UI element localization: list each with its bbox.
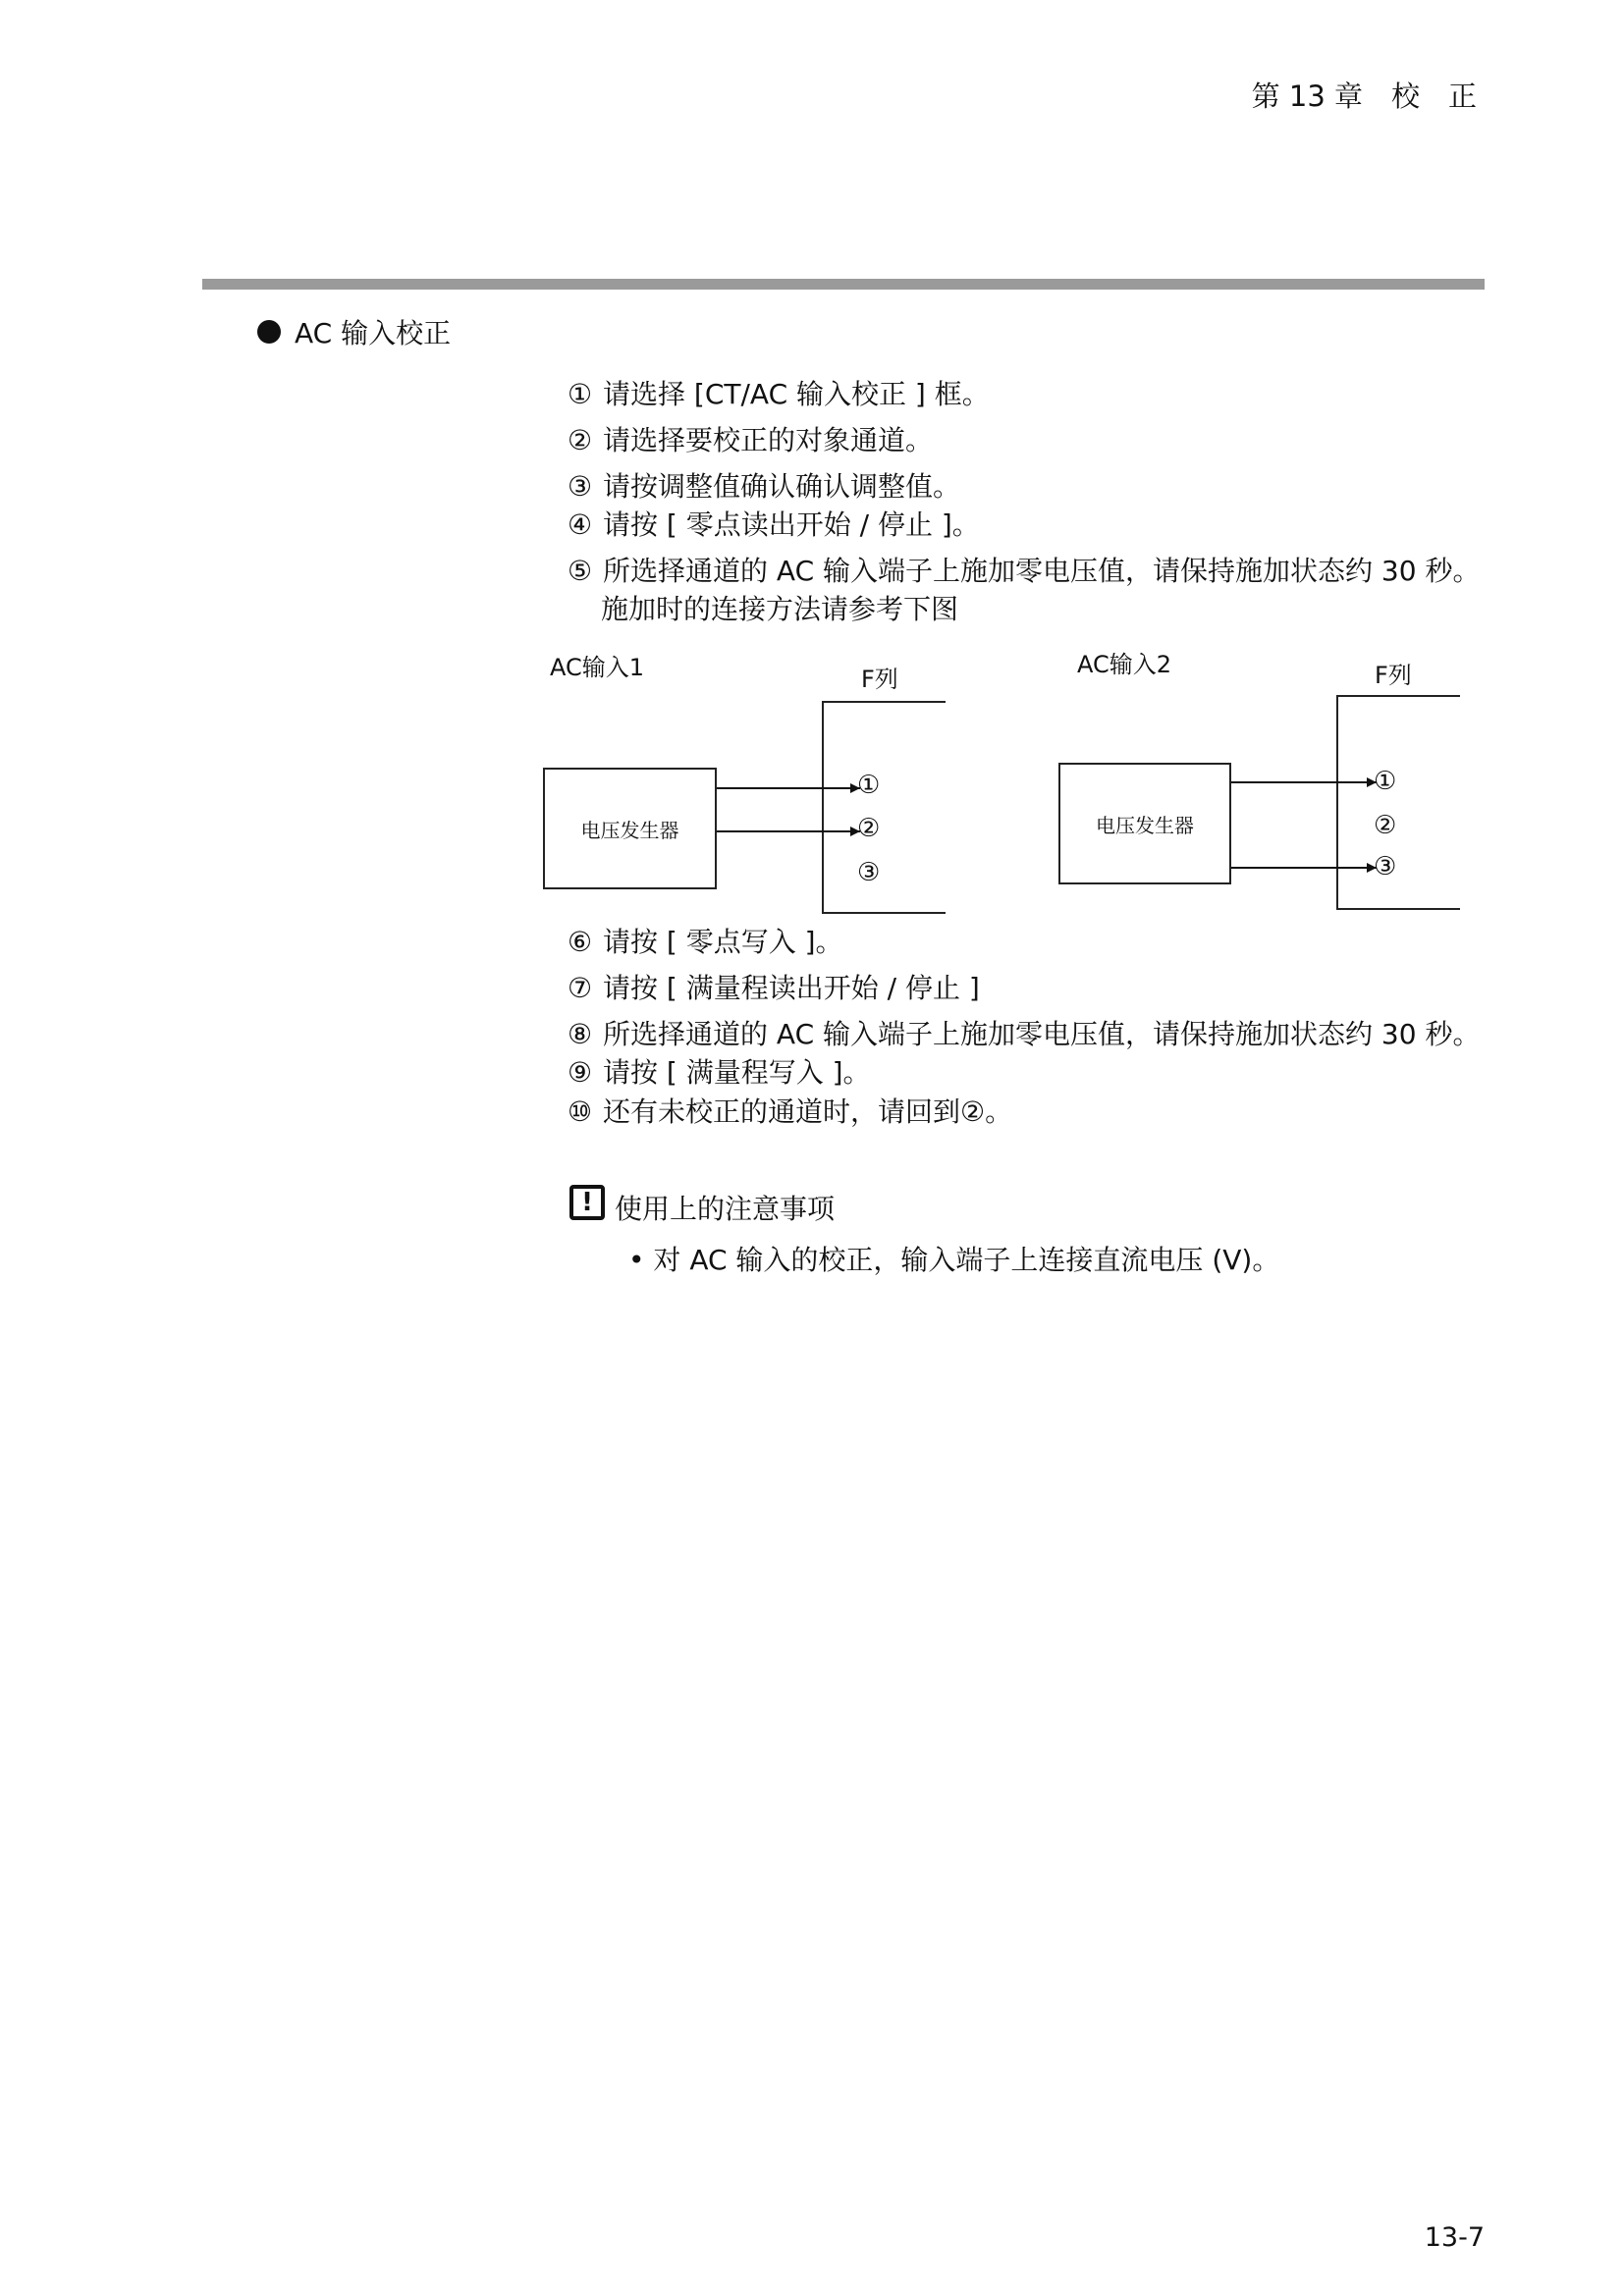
step-text: 请按 [ 满量程写入 ]。 <box>603 1056 871 1089</box>
chapter-title: 第 13 章 校 正 <box>1251 80 1477 113</box>
step-number: ④ <box>568 508 593 541</box>
terminal-block-outline <box>823 702 946 913</box>
step-6 <box>568 926 843 959</box>
terminal-block-outline <box>1337 696 1460 909</box>
step-number: ⑧ <box>568 1018 593 1050</box>
diagram-1-title: AC输入1 <box>550 654 645 681</box>
step-text: 请按 [ 零点读出开始 / 停止 ]。 <box>603 508 980 541</box>
page-number: 13-7 <box>1424 2222 1485 2253</box>
diagram-1-terminal-2: ② <box>857 814 881 843</box>
step-text: 请选择 [CT/AC 输入校正 ] 框。 <box>603 378 990 410</box>
diagram-2-terminal-2: ② <box>1374 811 1397 840</box>
step-text: 所选择通道的 AC 输入端子上施加零电压值，请保持施加状态约 30 秒。 <box>603 1018 1481 1050</box>
diagram-2-generator: 电压发生器 <box>1058 763 1231 884</box>
step-7 <box>568 972 980 1005</box>
diagram-1-column-label: F列 <box>861 666 898 693</box>
step-number: ① <box>568 378 593 410</box>
step-number: ⑩ <box>568 1095 593 1128</box>
step-text: 请按 [ 零点写入 ]。 <box>603 926 843 958</box>
diagram-2-terminal-1: ① <box>1374 767 1397 796</box>
note-item: • 对 AC 输入的校正，输入端子上连接直流电压 (V)。 <box>628 1244 1280 1276</box>
section-title: AC 输入校正 <box>295 317 452 349</box>
step-5-continuation: 施加时的连接方法请参考下图 <box>601 593 959 625</box>
step-3 <box>568 470 960 504</box>
section-rule <box>202 279 1485 290</box>
diagram-2-terminal-3: ③ <box>1374 852 1397 881</box>
diagram-1-terminal-1: ① <box>857 771 881 800</box>
diagram-2-title: AC输入2 <box>1077 651 1172 678</box>
diagram-1-generator: 电压发生器 <box>543 768 717 889</box>
step-number: ⑤ <box>568 555 593 587</box>
step-number: ⑦ <box>568 972 593 1004</box>
step-4 <box>568 508 980 542</box>
step-number: ⑨ <box>568 1056 593 1089</box>
step-9 <box>568 1056 871 1090</box>
step-number: ② <box>568 424 593 456</box>
step-8 <box>568 1018 1480 1051</box>
step-1 <box>568 378 990 411</box>
step-text: 请按调整值确认确认调整值。 <box>603 470 961 503</box>
step-10 <box>568 1095 1012 1129</box>
step-text: 请按 [ 满量程读出开始 / 停止 ] <box>603 972 980 1004</box>
step-number: ③ <box>568 470 593 503</box>
note-title: 使用上的注意事项 <box>615 1193 836 1225</box>
step-2 <box>568 424 933 457</box>
step-text: 所选择通道的 AC 输入端子上施加零电压值，请保持施加状态约 30 秒。 <box>603 555 1481 587</box>
diagram-1-terminal-3: ③ <box>857 858 881 887</box>
step-text: 还有未校正的通道时，请回到②。 <box>603 1095 1013 1128</box>
step-number: ⑥ <box>568 926 593 958</box>
step-text: 请选择要校正的对象通道。 <box>603 424 934 456</box>
warning-icon: ! <box>569 1185 605 1220</box>
diagram-2-column-label: F列 <box>1375 662 1412 689</box>
bullet-icon <box>257 320 281 344</box>
step-5 <box>568 555 1480 588</box>
